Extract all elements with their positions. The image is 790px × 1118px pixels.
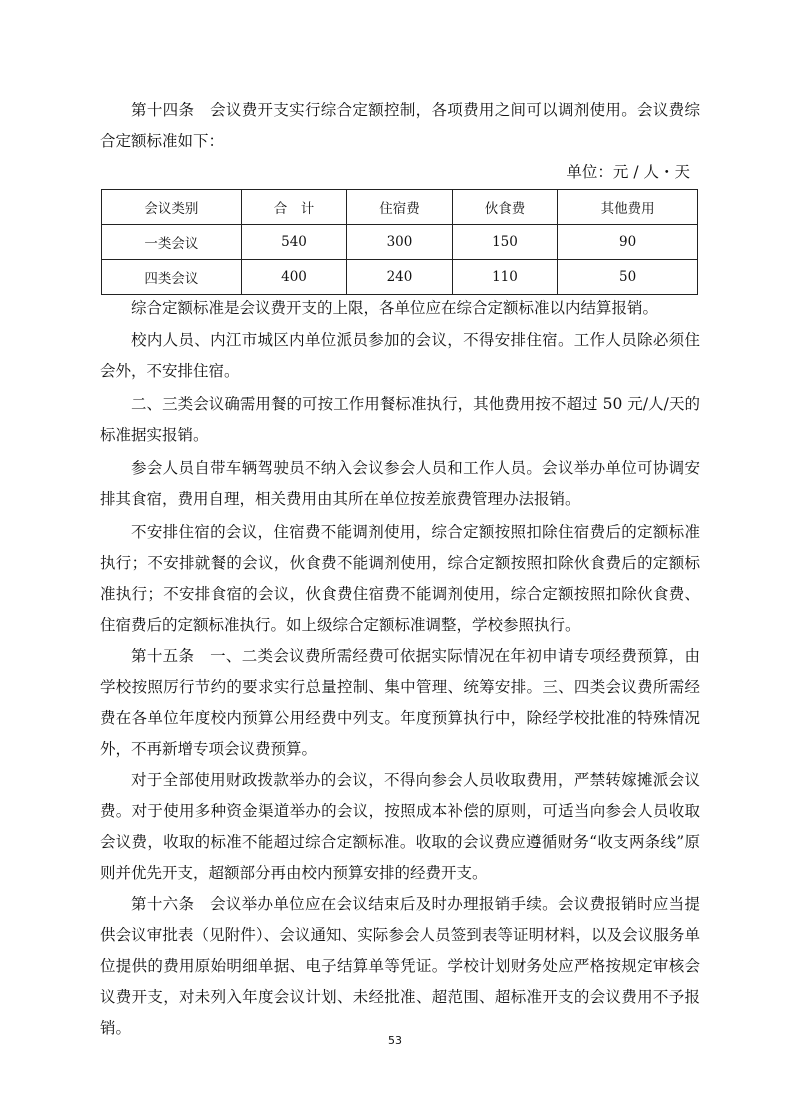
table-header-cell: 其他费用	[558, 190, 698, 225]
article-15-paragraph: 第十五条 一、二类会议费所需经费可依据实际情况在年初申请专项经费预算，由学校按照厉行节约的要求实行总量控制、集中管理、统筹安排。三、四类会议费所需经费在各单位年度校内预算公用经费中列支。年度预算执行中，除经学校批准的特殊情况外，不再新增专项会议费预算。	[100, 647, 700, 758]
page-number: 53	[388, 1034, 402, 1047]
table-cell: 240	[347, 260, 452, 295]
table-cell: 50	[558, 260, 698, 295]
article-16-paragraph: 第十六条 会议举办单位应在会议结束后及时办理报销手续。会议费报销时应当提供会议审批表（见附件）、会议通知、实际参会人员签到表等证明材料，以及会议服务单位提供的费用原始明细单据、电子结算单等凭证。学校计划财务处应严格按规定审核会议费开支，对未列入年度会议计划、未经批准、超范围、超标准开支的会议费用不予报销。	[100, 895, 700, 1037]
body-paragraph: 校内人员、内江市城区内单位派员参加的会议，不得安排住宿。工作人员除必须住会外，不安排住宿。	[100, 331, 700, 380]
unit-label: 单位：元 / 人・天	[566, 163, 690, 181]
table-cell: 90	[558, 225, 698, 260]
table-row	[102, 260, 698, 295]
body-paragraph: 不安排住宿的会议，住宿费不能调剂使用，综合定额按照扣除住宿费后的定额标准执行；不安排就餐的会议，伙食费不能调剂使用，综合定额按照扣除伙食费后的定额标准执行；不安排食宿的会议，伙食费住宿费不能调剂使用，综合定额按照扣除伙食费、住宿费后的定额标准执行。如上级综合定额标准调整，学校参照执行。	[100, 523, 700, 634]
table-cell: 四类会议	[102, 260, 242, 295]
meeting-fee-table	[101, 189, 698, 295]
article-14-paragraph: 第十四条 会议费开支实行综合定额控制，各项费用之间可以调剂使用。会议费综合定额标准如下：	[100, 101, 700, 150]
table-header-cell: 会议类别	[102, 190, 242, 225]
table-cell: 540	[241, 225, 346, 260]
table-row	[102, 225, 698, 260]
table-cell: 400	[241, 260, 346, 295]
table-header-cell: 合 计	[241, 190, 346, 225]
table-cell: 300	[347, 225, 452, 260]
table-header-cell: 住宿费	[347, 190, 452, 225]
table-header-row	[102, 190, 698, 225]
body-paragraph: 二、三类会议确需用餐的可按工作用餐标准执行，其他费用按不超过 50 元/人/天的标准据实报销。	[100, 395, 700, 444]
table-cell: 150	[452, 225, 557, 260]
body-paragraph: 综合定额标准是会议费开支的上限，各单位应在综合定额标准以内结算报销。	[131, 299, 659, 317]
table-cell: 110	[452, 260, 557, 295]
table-header-cell: 伙食费	[452, 190, 557, 225]
body-paragraph: 对于全部使用财政拨款举办的会议，不得向参会人员收取费用，严禁转嫁摊派会议费。对于使用多种资金渠道举办的会议，按照成本补偿的原则，可适当向参会人员收取会议费，收取的标准不能超过综合定额标准。收取的会议费应遵循财务“收支两条线”原则并优先开支，超额部分再由校内预算安排的经费开支。	[100, 771, 700, 882]
body-paragraph: 参会人员自带车辆驾驶员不纳入会议参会人员和工作人员。会议举办单位可协调安排其食宿，费用自理，相关费用由其所在单位按差旅费管理办法报销。	[100, 459, 700, 508]
table-cell: 一类会议	[102, 225, 242, 260]
